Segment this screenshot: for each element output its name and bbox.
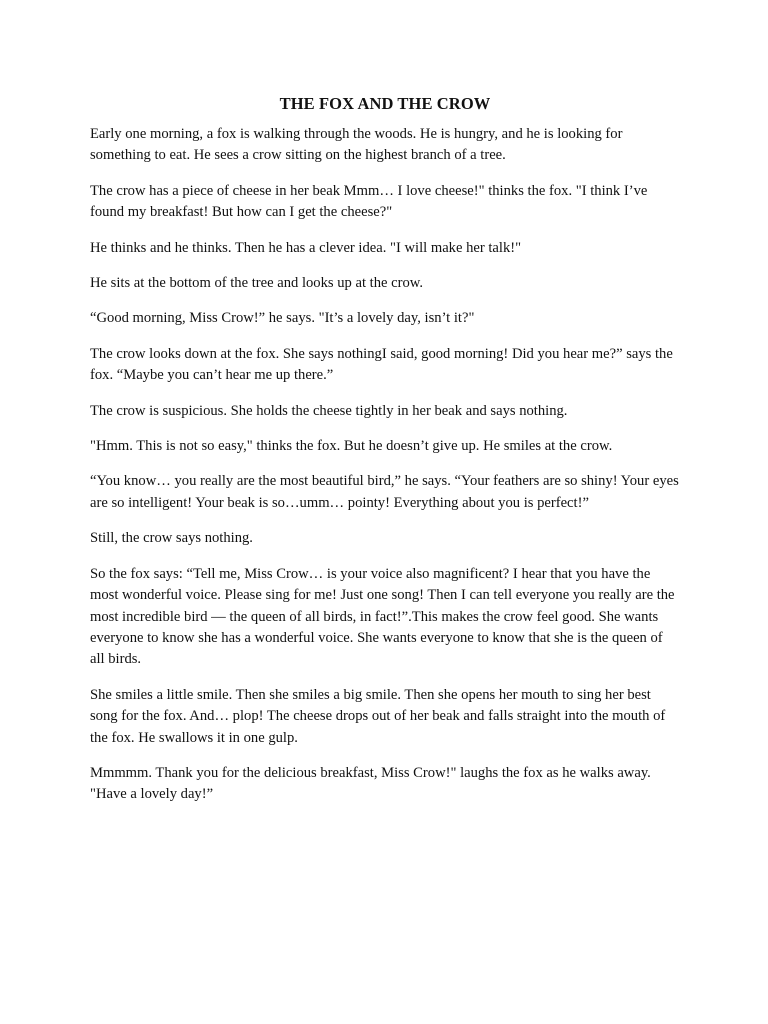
paragraph-10: Still, the crow says nothing. [90, 530, 253, 547]
paragraph-8: "Hmm. This is not so easy," thinks the fox. But he doesn’t give up. He smiles at the crow. [90, 438, 613, 455]
paragraph-5: “Good morning, Miss Crow!” he says. "It’s a lovely day, isn’t it?" [90, 310, 475, 327]
paragraph-11: So the fox says: “Tell me, Miss Crow… is your voice also magnificent? I hear that you have the most wonderful voice. Please sing for me! Just one song! Then I can tell everyone you really are the most incredible bird — the queen of all birds, in fact!”.This makes the crow feel good. She wants everyone to know she has a wonderful voice. She wants everyone to know that she is the queen of all birds. [90, 565, 675, 668]
paragraph-3: He thinks and he thinks. Then he has a clever idea. "I will make her talk!" [90, 239, 522, 256]
paragraph-1: Early one morning, a fox is walking through the woods. He is hungry, and he is looking for something to eat. He sees a crow sitting on the highest branch of a tree. [90, 126, 623, 164]
document-title: THE FOX AND THE CROW [279, 94, 491, 113]
document-page [90, 93, 680, 820]
paragraph-2: The crow has a piece of cheese in her beak Mmm… I love cheese!" thinks the fox. "I think I’ve found my breakfast! But how can I get the cheese?" [90, 182, 648, 221]
paragraph-4: He sits at the bottom of the tree and looks up at the crow. [90, 275, 424, 292]
paragraph-13: Mmmmm. Thank you for the delicious breakfast, Miss Crow!" laughs the fox as he walks away. "Have a lovely day!” [90, 764, 651, 803]
paragraph-6: The crow looks down at the fox. She says nothingI said, good morning! Did you hear me?” says the fox. “Maybe you can’t hear me up there.” [90, 345, 673, 384]
paragraph-12: She smiles a little smile. Then she smiles a big smile. Then she opens her mouth to sing her best song for the fox. And… plop! The cheese drops out of her beak and falls straight into the mouth of the fox. He swallows it in one gulp. [90, 686, 666, 746]
paragraph-9: “You know… you really are the most beautiful bird,” he says. “Your feathers are so shiny! Your eyes are so intelligent! Your beak is so…umm… pointy! Everything about you is perfect!” [90, 473, 679, 511]
paragraph-7: The crow is suspicious. She holds the cheese tightly in her beak and says nothing. [90, 402, 568, 419]
